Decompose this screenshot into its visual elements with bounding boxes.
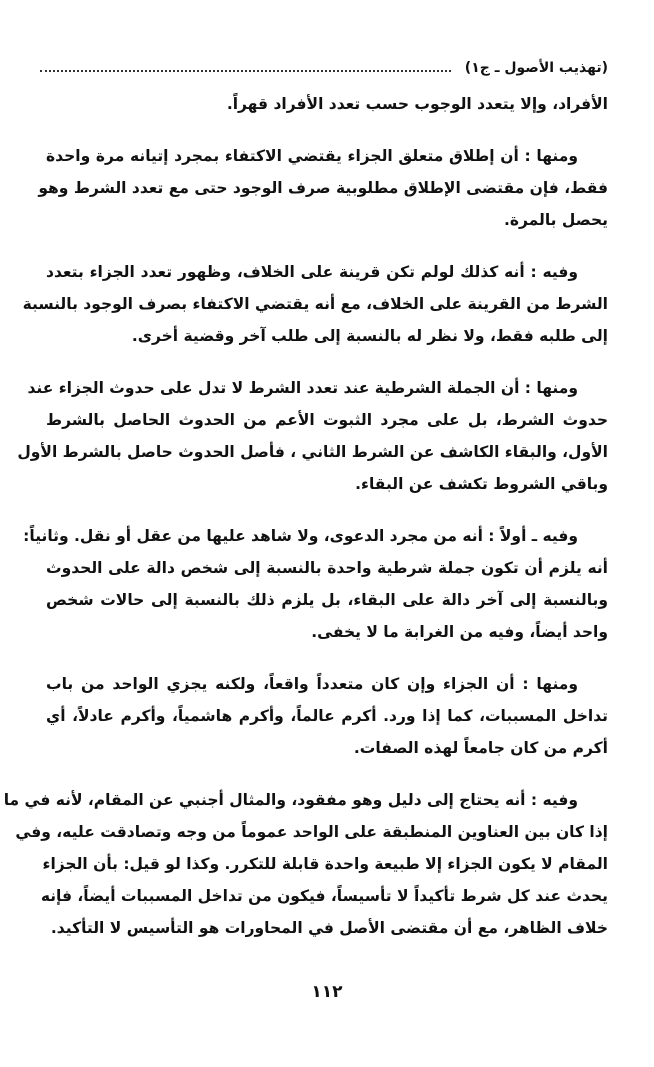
paragraph (17, 372, 608, 500)
paragraph (3, 784, 608, 944)
page-number: ١١٢ (311, 982, 343, 1002)
text-line: ومنها : أن إطلاق متعلق الجزاء يقتضي الاكتفاء بمجرد إتيانه مرة واحدة (46, 147, 578, 165)
running-header (40, 56, 608, 80)
text-line: تداخل المسببات، كما إذا ورد. أكرم عالماً، وأكرم هاشمياً، وأكرم عادلاً، أي (46, 707, 608, 725)
text-line: واحد أيضاً، وفيه من الغرابة ما لا يخفى. (311, 623, 608, 641)
paragraph (46, 668, 608, 764)
text-line: الشرط من القرينة على الخلاف، مع أنه يقتضي الاكتفاء بصرف الوجود بالنسبة (22, 295, 608, 313)
text-line: وباقي الشروط تكشف عن البقاء. (355, 475, 608, 493)
paragraph (22, 256, 608, 352)
text-line: فقط، فإن مقتضى الإطلاق مطلوبية صرف الوجود حتى مع تعدد الشرط وهو (38, 179, 608, 197)
text-line: إلى طلبه فقط، ولا نظر له بالنسبة إلى طلب آخر وقضية أخرى. (131, 327, 608, 345)
text-line: ومنها : أن الجملة الشرطية عند تعدد الشرط لا تدل على حدوث الجزاء عند (27, 379, 578, 397)
text-line: وفيه : أنه كذلك لولم تكن قرينة على الخلاف، وظهور تعدد الجزاء بتعدد (46, 263, 578, 281)
text-line: إذا كان بين العناوين المنطبقة على الواحد عموماً من وجه وتصادقت عليه، وفي (15, 823, 608, 841)
text-line: المقام لا يكون الجزاء إلا طبيعة واحدة قابلة للتكرر. وكذا لو قيل: بأن الجزاء (42, 855, 608, 873)
text-line: يحدث عند كل شرط تأكيداً لا تأسيساً، فيكون من تداخل المسببات أيضاً، فإنه (40, 887, 608, 905)
text-line: أنه يلزم أن تكون جملة شرطية واحدة بالنسبة إلى شخص دالة على الحدوث (46, 559, 608, 577)
text-line: حدوث الشرط، بل على مجرد الثبوت الأعم من الحدوث الحاصل بالشرط (46, 411, 608, 429)
text-line: وفيه : أنه يحتاج إلى دليل وهو مفقود، والمثال أجنبي عن المقام، لأنه في ما (3, 791, 578, 809)
paragraph (23, 520, 608, 648)
text-line: وفيه ـ أولاً : أنه من مجرد الدعوى، ولا شاهد عليها من عقل أو نقل. وثانياً: (23, 527, 578, 545)
page-body (3, 88, 608, 964)
text-line: ومنها : أن الجزاء وإن كان متعدداً واقعاً، ولكنه يجزي الواحد من باب (46, 675, 578, 693)
book-title: (تهذيب الأصول ـ ج١) (464, 60, 608, 76)
text-line: الأفراد، وإلا يتعدد الوجوب حسب تعدد الأفراد قهراً. (226, 95, 608, 113)
text-line: يحصل بالمرة. (503, 211, 608, 229)
paragraph (38, 140, 608, 236)
dotted-leader (40, 70, 451, 72)
text-line: الأول، والبقاء الكاشف عن الشرط الثاني ، فأصل الحدوث حاصل بالشرط الأول (17, 443, 608, 461)
text-line: وبالنسبة إلى آخر دالة على البقاء، بل يلزم ذلك بالنسبة إلى حالات شخص (46, 591, 608, 609)
text-line: أكرم من كان جامعاً لهذه الصفات. (353, 739, 608, 757)
text-line: خلاف الظاهر، مع أن مقتضى الأصل في المحاورات هو التأسيس لا التأكيد. (50, 919, 608, 937)
paragraph (46, 88, 608, 120)
